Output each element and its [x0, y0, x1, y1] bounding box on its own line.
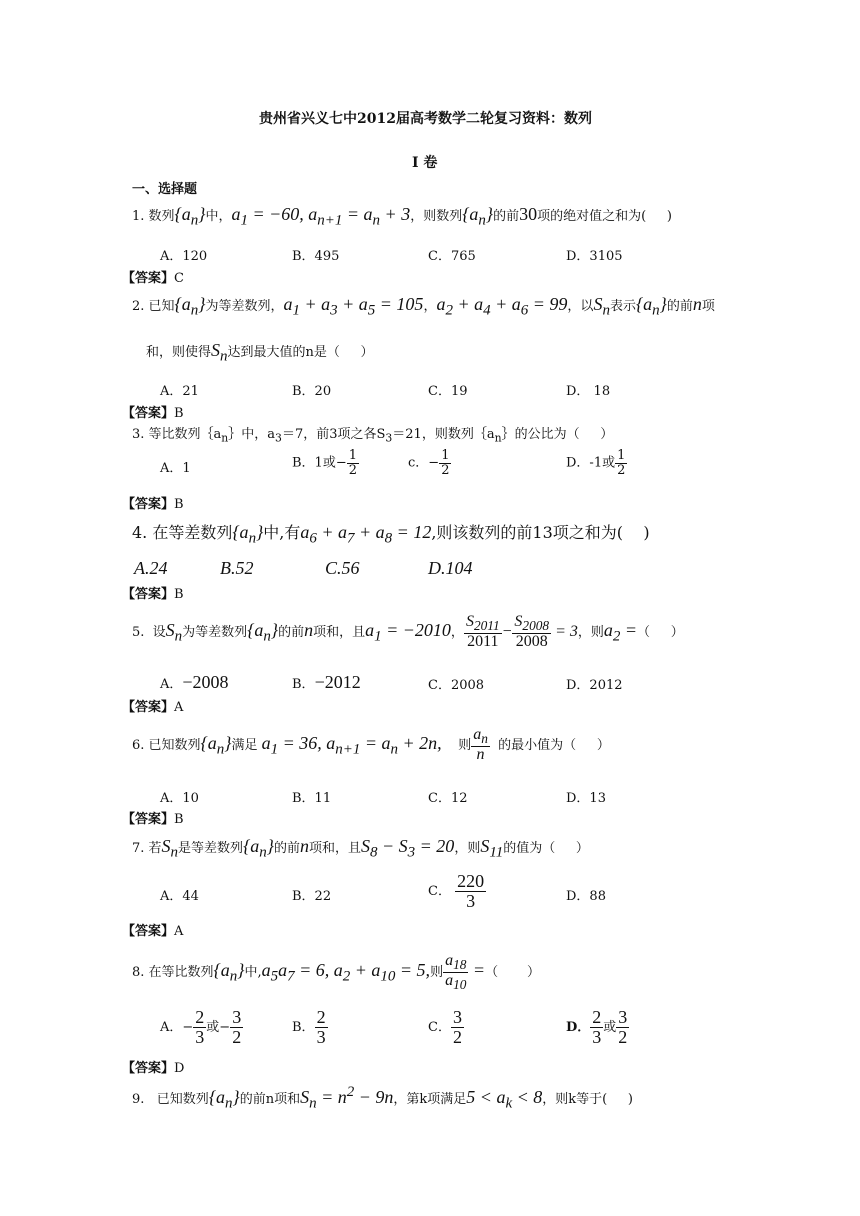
q7-option-b: B．22 [292, 889, 332, 904]
question-number: 7. [132, 841, 145, 856]
q2-option-a: A．21 [160, 384, 199, 399]
q3-option-b: B．1或− $\frac{1}{2}$ [292, 448, 357, 478]
answer-label: 【答案】 [122, 271, 175, 286]
answer-value: A [174, 700, 184, 715]
question-number: 9. [132, 1092, 145, 1107]
document-title: 贵州省兴义七中2012届高考数学二轮复习资料：数列 [259, 111, 592, 127]
q8-option-b: B． $\frac{2}{3}$ [292, 1007, 326, 1047]
q5-option-b: B．−2012 [292, 672, 361, 692]
question-7: 7. 若$S_n$是等差数列$\{a_n\}$的前n项和，且$S_8 - S_3 = 20$，则$S_{11}$的值为（ ） [132, 836, 589, 861]
question-number: 1. [132, 209, 145, 224]
q1-option-d: D．3105 [566, 249, 623, 264]
q7-option-c: C． $\frac{220}{3}$ [428, 871, 485, 911]
q8-option-c: C． $\frac{3}{2}$ [428, 1007, 462, 1047]
section-heading: 一、选择题 [132, 182, 198, 197]
question-number: 2. [132, 299, 145, 314]
answer-value: B [174, 406, 184, 421]
question-9: 9. 已知数列$\{a_n\}$的前n项和$S_n = n^2 - 9n$，第k项满足$5 < a_k < 8$，则k等于( ) [132, 1084, 633, 1112]
answer-label: 【答案】 [122, 812, 175, 827]
answer-value: B [174, 812, 184, 827]
answer-label: 【答案】 [122, 587, 175, 602]
q7-option-d: D．88 [566, 889, 606, 904]
answer-value: C [174, 271, 184, 286]
q3-answer [122, 493, 184, 512]
question-number: 4. [132, 523, 148, 542]
question-number: 6. [132, 737, 145, 753]
q6-answer [122, 808, 184, 827]
q7-answer [122, 920, 183, 939]
q8-option-d: D． $\frac{2}{3}$ 或 $\frac{3}{2}$ [566, 1007, 628, 1047]
answer-label: 【答案】 [122, 497, 175, 512]
q5-option-a: A．−2008 [160, 672, 229, 692]
q7-option-a: A．44 [160, 889, 199, 904]
volume-label: I 卷 [412, 155, 438, 171]
q3-option-d: D．-1或 $\frac{1}{2}$ [566, 448, 626, 478]
q6-option-b: B．11 [292, 791, 332, 806]
question-1: 1. 数列$\{a_n\}$中，$a_1 = -60$, $a_{n+1} = a_n + 3$，则数列$\{a_n\}$的前30项的绝对值之和为( ) [132, 204, 672, 229]
question-4: 4. 在等差数列$\{a_n\}$中,有$a_6 + a_7 + a_8 = 12$,则该数列的前13项之和为( ) [132, 522, 650, 547]
q2-option-c: C．19 [428, 384, 468, 399]
question-5: 5. 设$S_n$为等差数列$\{a_n\}$的前n项和，且$a_1 = -2010$， $\frac{S_{2011}}{2011}$ − $\frac{S_{2008}}{2008}$ = 3，则$a_2$ =（ ） [132, 613, 684, 651]
q5-option-c: C．2008 [428, 678, 485, 693]
answer-label: 【答案】 [122, 1061, 175, 1076]
answer-value: B [174, 587, 184, 602]
q5-option-d: D．2012 [566, 678, 623, 693]
answer-value: A [174, 924, 184, 939]
q1-option-a: A．120 [160, 249, 208, 264]
answer-label: 【答案】 [122, 406, 175, 421]
q1-option-c: C．765 [428, 249, 476, 264]
question-2: 2. 已知$\{a_n\}$为等差数列，$a_1 + a_3 + a_5 = 105$，$a_2 + a_4 + a_6 = 99$，以$S_n$表示$\{a_n\}$的前n项 [132, 294, 715, 319]
q2-answer [122, 402, 184, 421]
q3-option-a: A．1 [160, 461, 191, 476]
question-6: 6. 已知数列$\{a_n\}$满足 $a_1 = 36$, $a_{n+1} = a_n + 2n$, 则 $\frac{a_n}{n}$ 的最小值为（ ） [132, 726, 610, 764]
q8-answer [122, 1057, 184, 1076]
q4-option-b: B.52 [220, 558, 254, 578]
question-number: 8. [132, 965, 145, 981]
q8-option-a: A．− $\frac{2}{3}$ 或− $\frac{3}{2}$ [160, 1007, 242, 1047]
question-8: 8. 在等比数列$\{a_n\}$中$,a_5a_7 = 6$, $a_2 + a_{10} = 5$,则 $\frac{a_{18}}{a_{10}}$ =（ ） [132, 952, 540, 993]
q6-option-a: A．10 [160, 791, 199, 806]
q6-option-d: D．13 [566, 791, 606, 806]
question-number: 5. [132, 624, 145, 640]
q4-option-a: A.24 [134, 558, 168, 578]
answer-value: B [174, 497, 184, 512]
q4-option-c: C.56 [325, 558, 360, 578]
q3-option-c: c．− $\frac{1}{2}$ [408, 448, 450, 478]
q5-answer [122, 696, 183, 715]
answer-label: 【答案】 [122, 924, 175, 939]
q1-option-b: B．495 [292, 249, 340, 264]
q2-option-d: D． 18 [566, 384, 611, 399]
question-2-cont: 和，则使得$S_n$达到最大值的n是（ ） [146, 340, 374, 365]
q4-answer [122, 583, 184, 602]
q1-answer [122, 267, 184, 286]
q6-option-c: C．12 [428, 791, 468, 806]
answer-label: 【答案】 [122, 700, 175, 715]
question-3: 3. 等比数列$\{a_n\}$中，$a_3=7$，前3项之各$S_3=21$，则数列$\{a_n\}$的公比为（ ） [132, 427, 614, 445]
q4-option-d: D.104 [428, 558, 473, 578]
question-number: 3. [132, 427, 145, 442]
q2-option-b: B．20 [292, 384, 332, 399]
answer-value: D [174, 1061, 185, 1076]
